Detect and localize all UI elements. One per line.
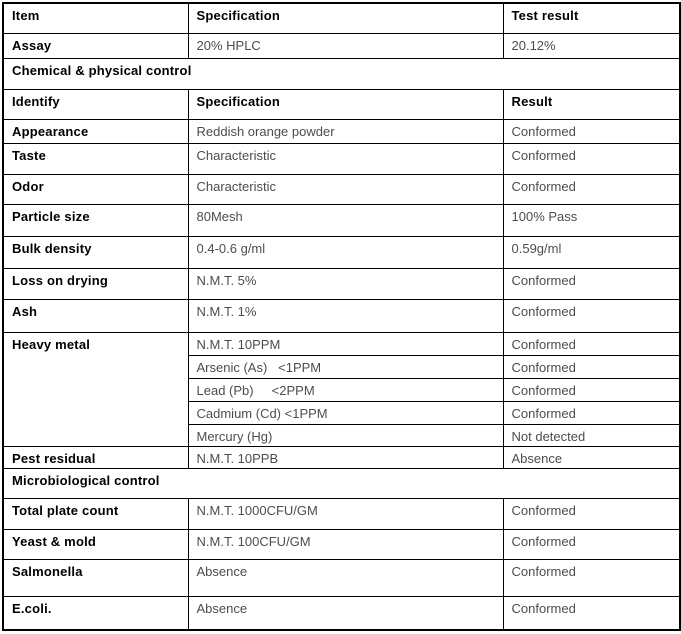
spec-cell: Characteristic bbox=[188, 174, 503, 204]
row-taste bbox=[3, 143, 680, 174]
result-cell: 20.12% bbox=[503, 33, 680, 58]
item-cell: E.coli. bbox=[3, 596, 188, 630]
spec-cell: N.M.T. 10PPB bbox=[188, 446, 503, 468]
table-subheader-row bbox=[3, 89, 680, 119]
spec-cell: N.M.T. 5% bbox=[188, 268, 503, 299]
result-cell: Conformed bbox=[503, 401, 680, 424]
item-cell: Bulk density bbox=[3, 236, 188, 268]
result-cell: Conformed bbox=[503, 559, 680, 596]
result-cell: Absence bbox=[503, 446, 680, 468]
section-header-chemical: Chemical & physical control bbox=[3, 58, 680, 89]
section-row-microbiological bbox=[3, 468, 680, 498]
column-header-result: Result bbox=[503, 89, 680, 119]
result-cell: Conformed bbox=[503, 529, 680, 559]
item-cell-heavy-metal: Heavy metal bbox=[3, 332, 188, 446]
spec-cell: 0.4-0.6 g/ml bbox=[188, 236, 503, 268]
row-total-plate-count bbox=[3, 498, 680, 529]
spec-cell: Absence bbox=[188, 596, 503, 630]
result-cell: Conformed bbox=[503, 174, 680, 204]
item-cell: Pest residual bbox=[3, 446, 188, 468]
item-cell: Total plate count bbox=[3, 498, 188, 529]
item-cell: Ash bbox=[3, 299, 188, 332]
spec-cell: Lead (Pb) <2PPM bbox=[188, 378, 503, 401]
result-cell: Conformed bbox=[503, 299, 680, 332]
row-ash bbox=[3, 299, 680, 332]
spec-cell: N.M.T. 1000CFU/GM bbox=[188, 498, 503, 529]
table-header-row bbox=[3, 3, 680, 33]
section-header-microbiological: Microbiological control bbox=[3, 468, 680, 498]
result-cell: 100% Pass bbox=[503, 204, 680, 236]
result-cell: Conformed bbox=[503, 143, 680, 174]
spec-cell: Cadmium (Cd) <1PPM bbox=[188, 401, 503, 424]
result-cell: Conformed bbox=[503, 355, 680, 378]
row-ecoli bbox=[3, 596, 680, 630]
spec-cell: Characteristic bbox=[188, 143, 503, 174]
spec-cell: Absence bbox=[188, 559, 503, 596]
item-cell: Salmonella bbox=[3, 559, 188, 596]
spec-cell: Arsenic (As) <1PPM bbox=[188, 355, 503, 378]
result-cell: Conformed bbox=[503, 332, 680, 355]
column-header-specification-2: Specification bbox=[188, 89, 503, 119]
row-bulk-density bbox=[3, 236, 680, 268]
row-pest-residual bbox=[3, 446, 680, 468]
item-cell: Yeast & mold bbox=[3, 529, 188, 559]
specification-table bbox=[2, 2, 681, 631]
spec-cell: Reddish orange powder bbox=[188, 119, 503, 143]
item-cell: Particle size bbox=[3, 204, 188, 236]
item-cell: Loss on drying bbox=[3, 268, 188, 299]
column-header-item: Item bbox=[3, 3, 188, 33]
spec-cell: 80Mesh bbox=[188, 204, 503, 236]
row-heavy-metal bbox=[3, 332, 680, 355]
result-cell: Conformed bbox=[503, 268, 680, 299]
column-header-identify: Identify bbox=[3, 89, 188, 119]
row-salmonella bbox=[3, 559, 680, 596]
row-yeast-mold bbox=[3, 529, 680, 559]
column-header-test-result: Test result bbox=[503, 3, 680, 33]
item-cell: Taste bbox=[3, 143, 188, 174]
spec-cell: Mercury (Hg) bbox=[188, 424, 503, 446]
spec-cell: 20% HPLC bbox=[188, 33, 503, 58]
item-cell: Appearance bbox=[3, 119, 188, 143]
result-cell: Conformed bbox=[503, 596, 680, 630]
item-cell: Odor bbox=[3, 174, 188, 204]
row-particle-size bbox=[3, 204, 680, 236]
column-header-specification: Specification bbox=[188, 3, 503, 33]
result-cell: Not detected bbox=[503, 424, 680, 446]
spec-cell: N.M.T. 10PPM bbox=[188, 332, 503, 355]
spec-cell: N.M.T. 100CFU/GM bbox=[188, 529, 503, 559]
item-cell: Assay bbox=[3, 33, 188, 58]
row-assay bbox=[3, 33, 680, 58]
section-row-chemical bbox=[3, 58, 680, 89]
row-odor bbox=[3, 174, 680, 204]
result-cell: 0.59g/ml bbox=[503, 236, 680, 268]
result-cell: Conformed bbox=[503, 498, 680, 529]
result-cell: Conformed bbox=[503, 378, 680, 401]
row-appearance bbox=[3, 119, 680, 143]
spec-cell: N.M.T. 1% bbox=[188, 299, 503, 332]
result-cell: Conformed bbox=[503, 119, 680, 143]
row-loss-on-drying bbox=[3, 268, 680, 299]
